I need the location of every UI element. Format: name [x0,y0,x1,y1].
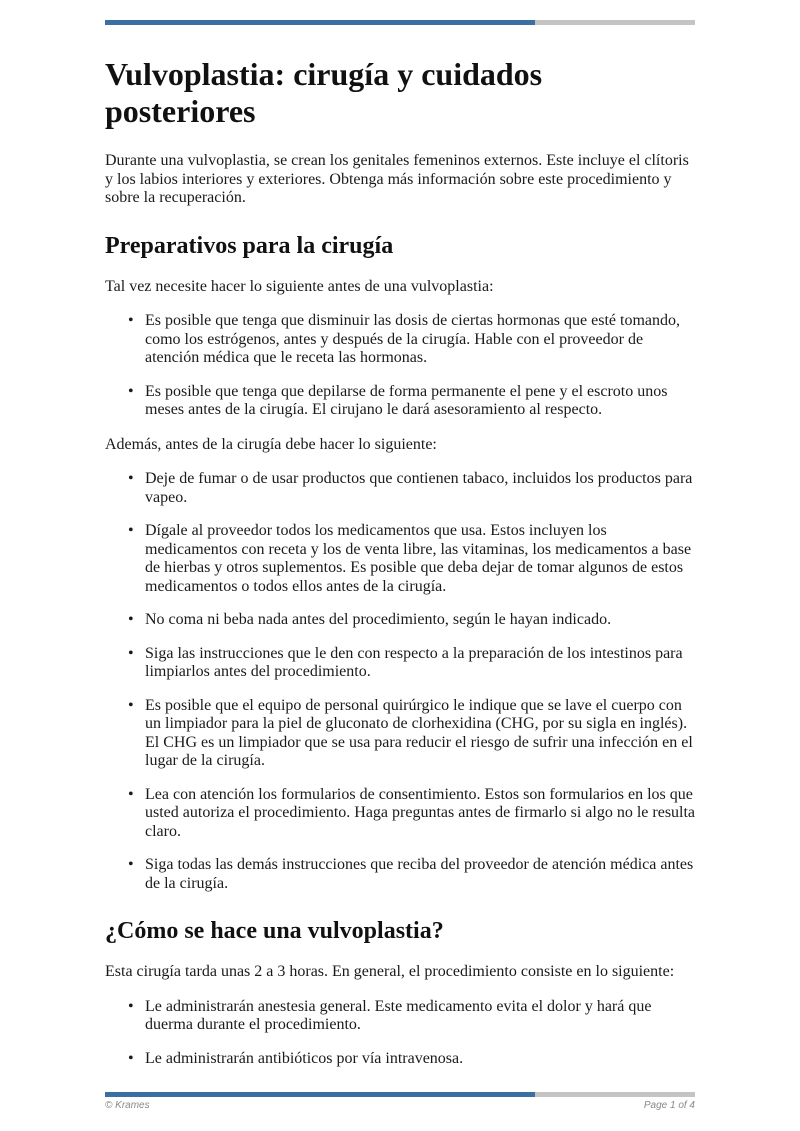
section-heading-preparation: Preparativos para la cirugía [105,232,394,259]
list-item-text: Dígale al proveedor todos los medicamentos que usa. Estos incluyen los medicamentos con receta y los de venta libre, las vitaminas, los medicamentos a base de hierbas y otros suplementos. Es posible que deba dejar de tomar algunos de estos medicamentos o todos ellos antes de la cirugía. [145,522,692,595]
list-item-text: Siga todas las demás instrucciones que reciba del proveedor de atención médica antes de la cirugía. [145,856,694,892]
list-item [128,312,697,368]
bullet-list-procedure [105,998,697,1069]
bullet-icon: • [128,1049,134,1067]
bullet-icon: • [128,696,134,714]
list-item-text: No coma ni beba nada antes del procedimiento, según le hayan indicado. [145,611,612,628]
list-item [128,522,697,596]
list-item-text: Deje de fumar o de usar productos que contienen tabaco, incluidos los productos para vapeo. [145,470,693,506]
top-divider-gray [535,20,695,25]
section-lead-preparation: Tal vez necesite hacer lo siguiente antes de una vulvoplastia: [105,277,494,295]
section-heading-procedure: ¿Cómo se hace una vulvoplastia? [105,918,444,944]
bullet-icon: • [128,997,134,1015]
bullet-icon: • [128,522,134,539]
list-item-text: Le administrarán anestesia general. Este medicamento evita el dolor y hará que duerma durante el procedimiento. [145,997,652,1033]
bullet-icon: • [128,611,134,628]
bottom-divider-bar [105,1092,695,1097]
bottom-divider-gray [535,1092,695,1097]
footer-page-number: Page 1 of 4 [643,1100,695,1111]
list-item-text: Le administrarán antibióticos por vía intravenosa. [145,1049,464,1067]
intro-paragraph: Durante una vulvoplastia, se crean los genitales femeninos externos. Este incluye el clítoris y los labios interiores y exteriores. Obtenga más información sobre este procedimiento y sobre la recuperación. [105,152,689,206]
bullet-icon: • [128,785,134,803]
section-lead-preparation-2: Además, antes de la cirugía debe hacer lo siguiente: [105,435,437,453]
list-item [128,611,697,630]
list-item [128,997,697,1035]
section-lead-procedure: Esta cirugía tarda unas 2 a 3 horas. En general, el procedimiento consiste en lo siguiente: [105,963,675,980]
list-item-text: Es posible que tenga que disminuir las dosis de ciertas hormonas que esté tomando, como los estrógenos, antes y después de la cirugía. Hable con el proveedor de atención médica que le receta las hormonas. [145,312,680,366]
page-title: Vulvoplastia: cirugía y cuidados posteriores [105,56,543,129]
bullet-list-preparation-a [105,312,697,420]
bullet-icon: • [128,312,134,329]
bullet-list-preparation-b [105,470,697,893]
list-item-text: Es posible que el equipo de personal quirúrgico le indique que se lave el cuerpo con un limpiador para la piel de gluconato de clorhexidina (CHG, por su sigla en inglés). El CHG es un limpiador que se usa para reducir el riesgo de sufrir una infección en el lugar de la cirugía. [145,696,693,769]
list-item [128,470,697,507]
list-item [128,696,697,771]
bullet-icon: • [128,856,134,873]
list-item [128,856,697,893]
bullet-icon: • [128,644,134,662]
list-item [128,1049,697,1069]
bullet-icon: • [128,470,134,487]
list-item [128,785,697,842]
document-content [105,56,697,1084]
bullet-icon: • [128,382,134,400]
footer-copyright: © Krames [105,1100,150,1111]
list-item-text: Es posible que tenga que depilarse de forma permanente el pene y el escroto unos meses antes de la cirugía. El cirujano le dará asesoramiento al respecto. [145,382,668,418]
top-divider-blue [105,20,535,25]
top-divider-bar [105,20,695,25]
list-item [128,382,697,420]
list-item-text: Lea con atención los formularios de consentimiento. Estos son formularios en los que usted autoriza el procedimiento. Haga preguntas antes de firmarlo si algo no le resulta claro. [145,785,696,840]
list-item [128,644,697,682]
list-item-text: Siga las instrucciones que le den con respecto a la preparación de los intestinos para limpiarlos antes del procedimiento. [145,644,683,680]
bottom-divider-blue [105,1092,535,1097]
